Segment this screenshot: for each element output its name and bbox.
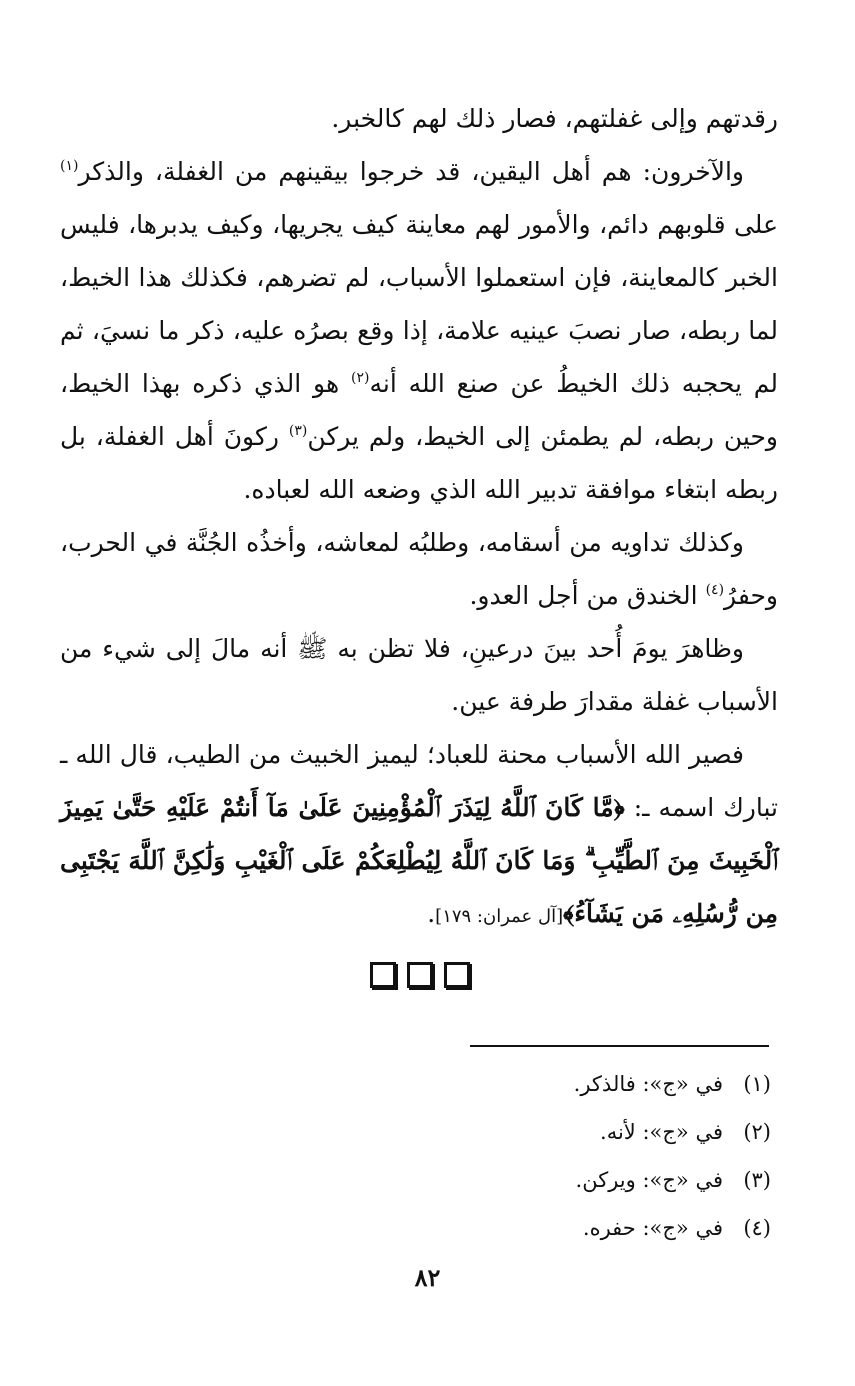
paragraph-text: ركونَ أهل الغفلة، بل ربطه ابتغاء موافقة تدبير الله الذي وضعه الله لعباده. bbox=[60, 422, 778, 504]
paragraph-4 bbox=[60, 622, 778, 728]
paragraph-5 bbox=[60, 728, 778, 943]
separator-square-icon bbox=[444, 962, 470, 988]
footnote-ref-2[interactable]: (٢) bbox=[350, 370, 370, 386]
paragraph-text: هو الذي ذكره بهذا الخيط، وحين ربطه، لم يطمئن إلى الخيط، ولم يركن bbox=[60, 369, 778, 451]
verse-reference: [آل عمران: ١٧٩] bbox=[435, 906, 564, 927]
footnote-ref-1[interactable]: (١) bbox=[60, 158, 79, 174]
paragraph-3 bbox=[60, 516, 778, 622]
paragraph-1 bbox=[60, 92, 778, 145]
footnote-item bbox=[391, 1060, 771, 1108]
paragraph-text: وكذلك تداويه من أسقامه، وطلبُه لمعاشه، وأخذُه الجُنَّة في الحرب، وحفرُ bbox=[60, 528, 778, 610]
paragraph-text: . bbox=[427, 899, 436, 928]
quran-verse: ﴿مَّا كَانَ ٱللَّهُ لِيَذَرَ ٱلْمُؤْمِنِينَ عَلَىٰ مَآ أَنتُمْ عَلَيْهِ حَتَّىٰ يَمِيزَ ٱلْخَبِيثَ مِنَ ٱلطَّيِّبِ ۗ وَمَا كَانَ ٱللَّهُ لِيُطْلِعَكُمْ عَلَى ٱلْغَيْبِ وَلَٰكِنَّ ٱللَّهَ يَجْتَبِى مِن رُّسُلِهِۦ مَن يَشَآءُ﴾ bbox=[60, 793, 778, 928]
footnote-text: في «ج»: ويركن. bbox=[575, 1168, 723, 1192]
footnotes-list bbox=[391, 1060, 771, 1252]
paragraph-2 bbox=[60, 145, 778, 516]
footnote-item bbox=[391, 1156, 771, 1204]
paragraph-text: رقدتهم وإلى غفلتهم، فصار ذلك لهم كالخبر. bbox=[331, 104, 778, 133]
page-number: ٨٢ bbox=[414, 1263, 441, 1292]
paragraph-text: والآخرون: هم أهل اليقين، قد خرجوا بيقينهم من الغفلة، والذكر bbox=[78, 157, 744, 186]
footnote-text: في «ج»: فالذكر. bbox=[573, 1072, 723, 1096]
footnote-number: (٢) bbox=[743, 1120, 771, 1144]
separator-square-icon bbox=[370, 962, 396, 988]
paragraph-text: وظاهرَ يومَ أُحد بينَ درعينِ، فلا تظن به ﷺ أنه مالَ إلى شيء من الأسباب غفلة مقدارَ طرفة عين. bbox=[60, 634, 778, 716]
paragraph-text: فصير الله الأسباب محنة للعباد؛ ليميز الخبيث من الطيب، قال الله ـ تبارك اسمه ـ: bbox=[60, 740, 778, 822]
separator-square-icon bbox=[407, 962, 433, 988]
footnote-divider bbox=[470, 1045, 769, 1047]
paragraph-text: على قلوبهم دائم، والأمور لهم معاينة كيف يجريها، وكيف يدبرها، فليس الخبر كالمعاينة، فإن استعملوا الأسباب، لم تضرهم، فكذلك هذا الخيط، لما ربطه، صار نصبَ عينيه علامة، إذا وقع بصرُه عليه، ذكر ما نسيَ، ثم لم يحجبه ذلك الخيطُ عن صنع الله أنه bbox=[60, 210, 779, 398]
footnote-number: (١) bbox=[743, 1072, 771, 1096]
footnote-text: في «ج»: لأنه. bbox=[600, 1120, 723, 1144]
footnote-ref-3[interactable]: (٣) bbox=[288, 423, 308, 439]
footnote-item bbox=[391, 1204, 771, 1252]
footnote-number: (٣) bbox=[743, 1168, 771, 1192]
footnote-item bbox=[391, 1108, 771, 1156]
footnote-ref-4[interactable]: (٤) bbox=[705, 582, 725, 598]
footnote-number: (٤) bbox=[743, 1216, 771, 1240]
footnote-text: في «ج»: حفره. bbox=[582, 1216, 723, 1240]
main-text bbox=[60, 92, 778, 943]
paragraph-text: الخندق من أجل العدو. bbox=[469, 581, 706, 610]
section-separator bbox=[370, 962, 470, 988]
